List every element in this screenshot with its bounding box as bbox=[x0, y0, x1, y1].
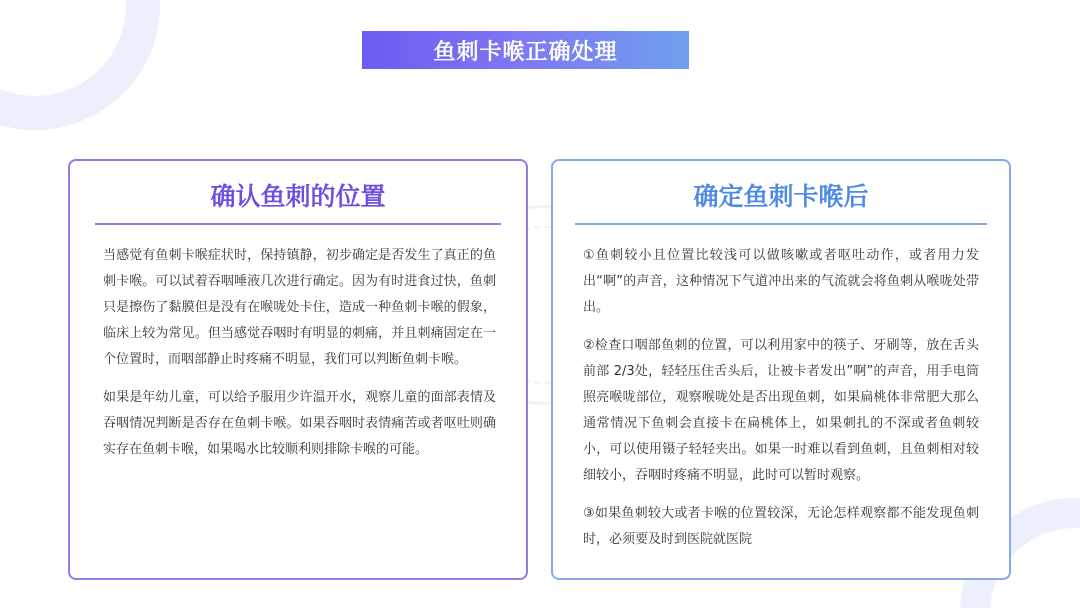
decorative-circle-top-left bbox=[0, 0, 160, 130]
card-heading: 确认鱼刺的位置 bbox=[210, 182, 386, 211]
paragraph: 当感觉有鱼刺卡喉症状时，保持镇静，初步确定是否发生了真正的鱼刺卡喉。可以试着吞咽唾液几次进行确定。因为有时进食过快，鱼刺只是擦伤了黏膜但是没有在喉咙处卡住，造成一种鱼刺卡喉的假象，临床上较为常见。但当感觉吞咽时有明显的刺痛，并且刺痛固定在一个位置时，而咽部静止时疼痛不明显，我们可以判断鱼刺卡喉。 bbox=[103, 248, 496, 367]
card-confirm-position bbox=[68, 159, 528, 580]
heading-divider bbox=[575, 223, 987, 225]
paragraph: 如果是年幼儿童，可以给予服用少许温开水，观察儿童的面部表情及吞咽情况判断是否存在鱼刺卡喉。如果吞咽时表情痛苦或者呕吐则确实存在鱼刺卡喉，如果喝水比较顺利则排除卡喉的可能。 bbox=[103, 390, 496, 457]
paragraph: ①鱼刺较小且位置比较浅可以做咳嗽或者呕吐动作，或者用力发出“啊”的声音，这种情况下气道冲出来的气流就会将鱼刺从喉咙处带出。 bbox=[583, 248, 979, 315]
card-body bbox=[103, 243, 496, 475]
paragraph: ③如果鱼刺较大或者卡喉的位置较深，无论怎样观察都不能发现鱼刺时，必须要及时到医院就医院 bbox=[583, 506, 979, 547]
card-heading: 确定鱼刺卡喉后 bbox=[693, 182, 869, 211]
card-after-confirmation bbox=[551, 159, 1011, 580]
page-title: 鱼刺卡喉正确处理 bbox=[362, 31, 689, 69]
card-body bbox=[583, 243, 979, 565]
paragraph: ②检查口咽部鱼刺的位置，可以利用家中的筷子、牙刷等，放在舌头前部 2/3处，轻轻压住舌头后，让被卡者发出”啊”的声音，用手电筒照亮喉咙部位，观察喉咙处是否出现鱼刺，如果扁桃体非常肥大那么通常情况下鱼刺会直接卡在扁桃体上，如果刺扎的不深或者鱼刺较小，可以使用镊子轻轻夹出。如果一时难以看到鱼刺，且鱼刺相对较细较小，吞咽时疼痛不明显，此时可以暂时观察。 bbox=[583, 338, 979, 483]
heading-divider bbox=[95, 223, 501, 225]
